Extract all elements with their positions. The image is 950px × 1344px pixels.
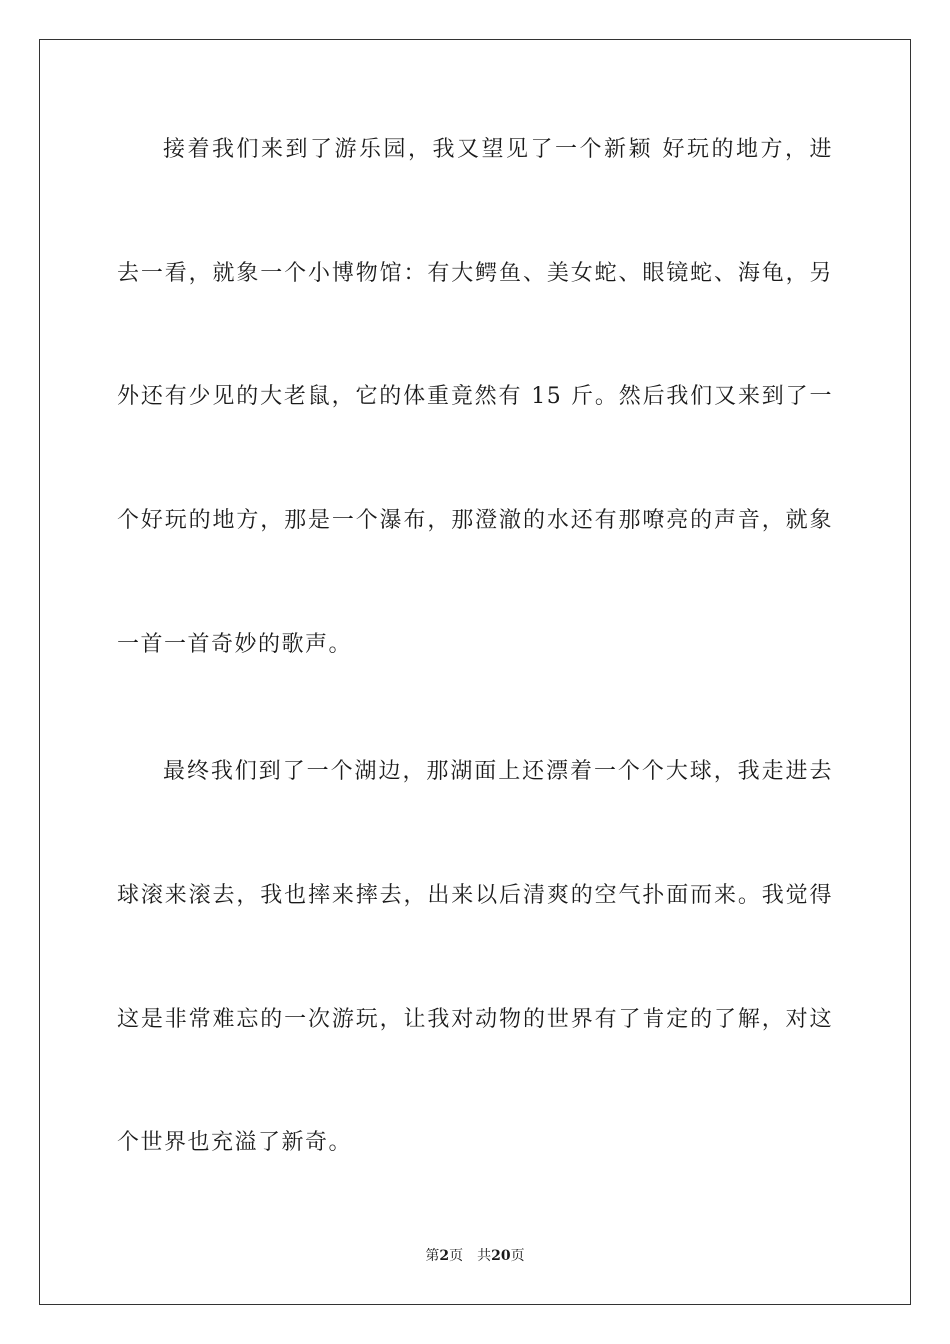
- total-page-count: 20: [491, 1248, 511, 1264]
- page-prefix: 第: [425, 1248, 440, 1264]
- page-border: [39, 39, 911, 1305]
- paragraph-2-line-2: 球滚来滚去，我也摔来摔去，出来以后清爽的空气扑面而来。我觉得: [117, 883, 833, 908]
- paragraph-1-line-4: 个好玩的地方，那是一个瀑布，那澄澈的水还有那嘹亮的声音，就象: [117, 508, 833, 533]
- paragraph-1-line-3: 外还有少见的大老鼠，它的体重竟然有 15 斤。然后我们又来到了一: [117, 384, 833, 409]
- page-suffix: 页: [449, 1248, 464, 1264]
- current-page-number: 2: [439, 1248, 450, 1264]
- total-suffix: 页: [510, 1248, 525, 1264]
- total-prefix: 共: [477, 1248, 492, 1264]
- paragraph-2-line-3: 这是非常难忘的一次游玩，让我对动物的世界有了肯定的了解，对这: [117, 1007, 833, 1032]
- paragraph-1-line-2: 去一看，就象一个小博物馆：有大鳄鱼、美女蛇、眼镜蛇、海龟，另: [117, 261, 833, 286]
- paragraph-1-line-5: 一首一首奇妙的歌声。: [117, 632, 353, 657]
- paragraph-2-line-4: 个世界也充溢了新奇。: [117, 1130, 353, 1155]
- page-number-footer: [0, 1246, 950, 1266]
- paragraph-2-line-1: 最终我们到了一个湖边，那湖面上还漂着一个个大球，我走进去: [163, 759, 833, 784]
- paragraph-1-line-1: 接着我们来到了游乐园，我又望见了一个新颖 好玩的地方，进: [163, 137, 833, 162]
